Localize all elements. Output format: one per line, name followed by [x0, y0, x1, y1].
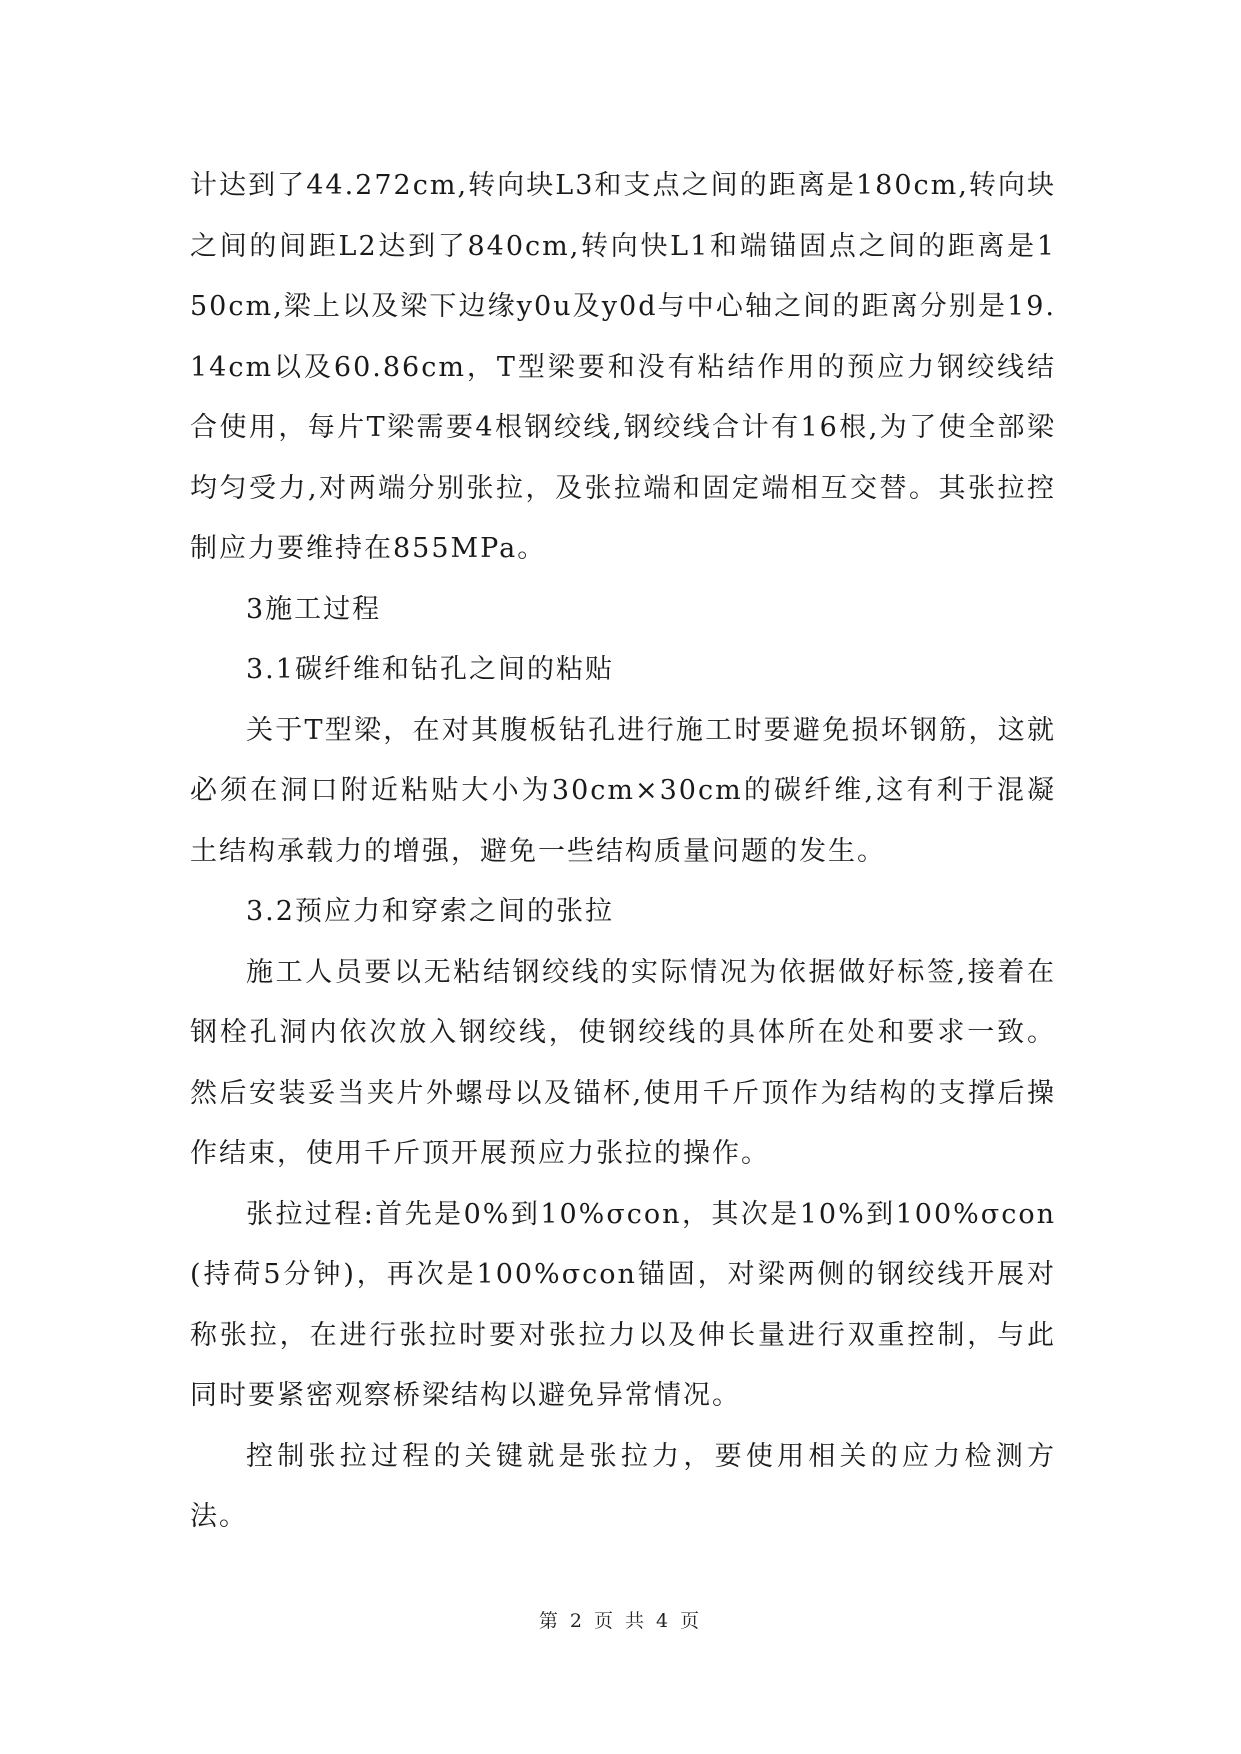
subsection-heading-prestress-tension: 3.2预应力和穿索之间的张拉: [246, 896, 614, 927]
paragraph-carbon-fiber: 关于T型梁，在对其腹板钻孔进行施工时要避免损坏钢筋，这就必须在洞口附近粘贴大小为30cm×30cm的碳纤维,这有利于混凝土结构承载力的增强，避免一些结构质量问题的发生。: [190, 714, 1056, 867]
subsection-heading-carbon-fiber-drilling: 3.1碳纤维和钻孔之间的粘贴: [246, 654, 614, 685]
paragraph-continuation: 计达到了44.272cm,转向块L3和支点之间的距离是180cm,转向块之间的间距L2达到了840cm,转向快L1和端锚固点之间的距离是150cm,梁上以及梁下边缘y0u及y0d与中心轴之间的距离分别是19.14cm以及60.86cm，T型梁要和没有粘结作用的预应力钢绞线结合使用，每片T梁需要4根钢绞线,钢绞线合计有16根,为了使全部梁均匀受力,对两端分别张拉，及张拉端和固定端相互交替。其张拉控制应力要维持在855MPa。: [190, 170, 1056, 564]
paragraph-strand-installation: 施工人员要以无粘结钢绞线的实际情况为依据做好标签,接着在钢栓孔洞内依次放入钢绞线，使钢绞线的具体所在处和要求一致。然后安装妥当夹片外螺母以及锚杯,使用千斤顶作为结构的支撑后操作结束，使用千斤顶开展预应力张拉的操作。: [190, 956, 1056, 1169]
paragraph-tension-process: 张拉过程:首先是0%到10%σcon，其次是10%到100%σcon(持荷5分钟)，再次是100%σcon锚固，对梁两侧的钢绞线开展对称张拉，在进行张拉时要对张拉力以及伸长量进行双重控制，与此同时要紧密观察桥梁结构以避免异常情况。: [190, 1198, 1056, 1411]
page-footer: 第 2 页 共 4 页: [538, 1610, 703, 1632]
paragraph-tension-control: 控制张拉过程的关键就是张拉力，要使用相关的应力检测方法。: [190, 1440, 1056, 1532]
section-heading-construction-process: 3施工过程: [246, 593, 382, 625]
body-text: [190, 156, 1056, 1548]
